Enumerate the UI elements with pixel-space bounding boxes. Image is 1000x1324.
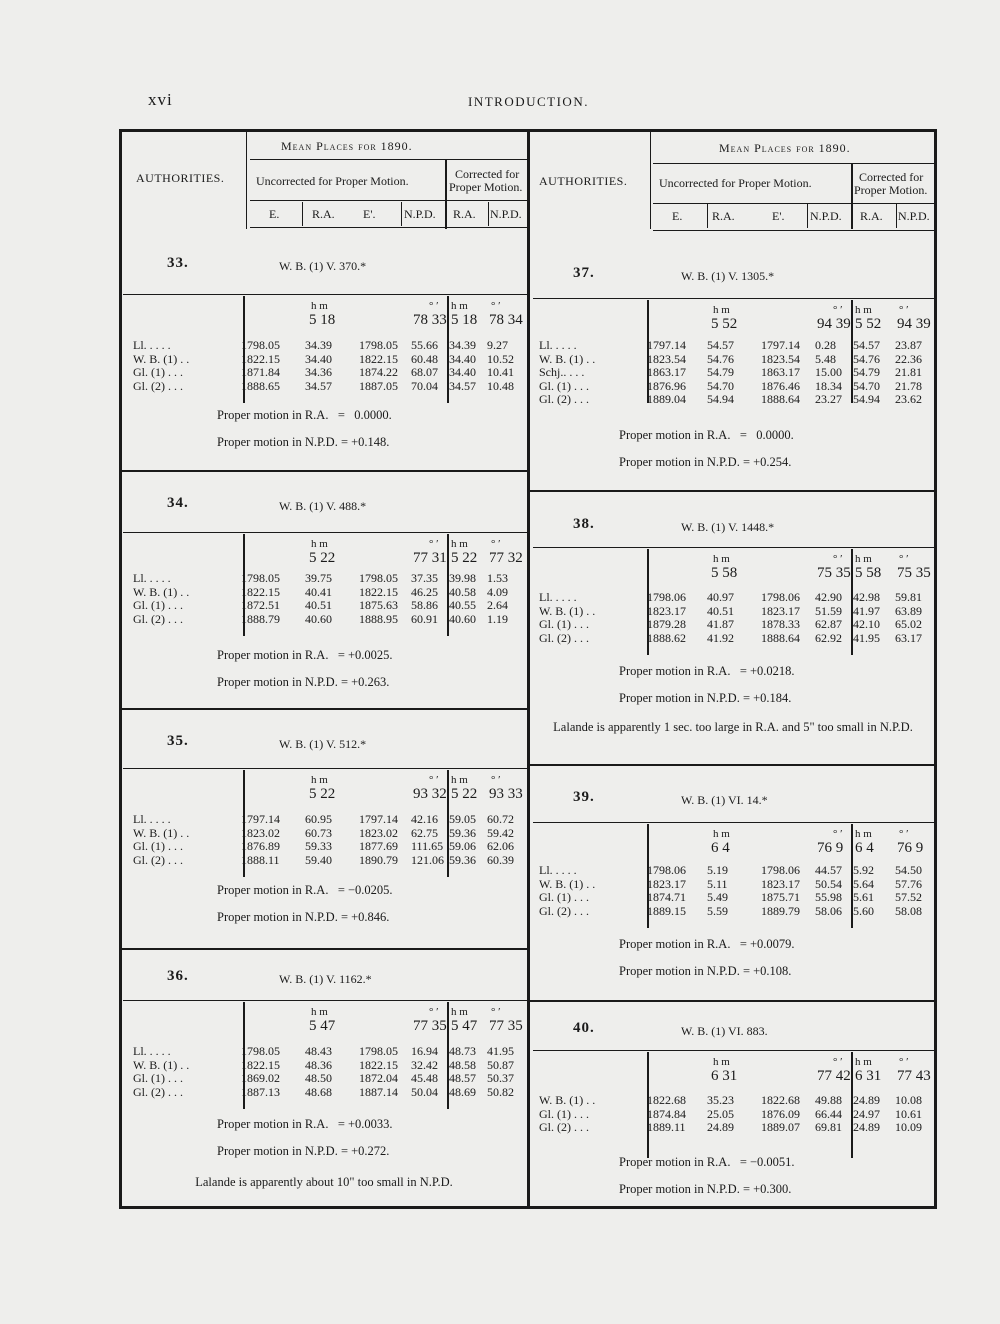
uncorrected-heading: Uncorrected for Proper Motion. xyxy=(256,174,409,188)
hm-unit-label: h m xyxy=(855,828,872,840)
ra-hm: 6 31 xyxy=(711,1068,738,1084)
npd-seconds-column: 37.35 46.25 58.86 60.91 xyxy=(411,571,438,626)
hm-unit-label: h m xyxy=(311,1006,328,1018)
ra-hm: 6 4 xyxy=(711,840,730,856)
npd-seconds-column: 42.16 62.75 111.65 121.06 xyxy=(411,812,444,867)
col-NPD: N.P.D. xyxy=(404,207,436,221)
npd-corrected-column: 59.81 63.89 65.02 63.17 xyxy=(895,590,922,645)
hm-unit-label: h m xyxy=(855,304,872,316)
ra-seconds-column: 54.57 54.76 54.79 54.70 54.94 xyxy=(707,338,734,406)
proper-motion-ra: Proper motion in R.A. = +0.0079. xyxy=(619,937,795,951)
block-rule xyxy=(119,470,529,472)
dm-unit-label: ° ′ xyxy=(429,538,439,550)
star-number: 34. xyxy=(167,495,189,511)
column-divider xyxy=(527,129,530,1209)
authorities-list: Ll. . . . . W. B. (1) . . Gl. (1) . . . Gl. (2) . . . xyxy=(133,1044,190,1099)
col-E: E. xyxy=(269,207,280,221)
hm-unit-label: h m xyxy=(311,538,328,550)
col-RA-corrected: R.A. xyxy=(453,207,476,221)
ra-seconds-column: 40.97 40.51 41.87 41.92 xyxy=(707,590,734,645)
ra-hm: 5 22 xyxy=(309,786,336,802)
npd-dm: 77 31 xyxy=(413,550,447,566)
authorities-list: Ll. . . . . W. B. (1) . . Gl. (1) . . . Gl. (2) . . . xyxy=(133,571,190,626)
dm-unit-label: ° ′ xyxy=(833,1056,843,1068)
npd-seconds-column: 55.66 60.48 68.07 70.04 xyxy=(411,338,438,393)
star-number: 36. xyxy=(167,968,189,984)
proper-motion-ra: Proper motion in R.A. = +0.0033. xyxy=(217,1117,393,1131)
npd-corrected-column: 54.50 57.76 57.52 58.08 xyxy=(895,863,922,918)
proper-motion-npd: Proper motion in N.P.D. = +0.184. xyxy=(619,691,792,705)
star-number: 40. xyxy=(573,1020,595,1036)
ra-corrected-column: 24.89 24.97 24.89 xyxy=(853,1093,880,1134)
dm-unit-label: ° ′ xyxy=(833,828,843,840)
col-E2: E'. xyxy=(772,209,785,223)
dm-unit-label: ° ′ xyxy=(491,300,501,312)
uncorrected-heading: Uncorrected for Proper Motion. xyxy=(659,176,812,190)
npd-dm: 93 32 xyxy=(413,786,447,802)
ra-corrected-hm: 5 47 xyxy=(451,1018,478,1034)
npd-dm: 77 42 xyxy=(817,1068,851,1084)
block-rule xyxy=(529,764,937,766)
page-number: xvi xyxy=(148,90,173,109)
hm-unit-label: h m xyxy=(451,1006,468,1018)
col-E: E. xyxy=(672,209,683,223)
ra-corrected-hm: 5 22 xyxy=(451,550,478,566)
lalande-note: Lalande is apparently about 10" too small in N.P.D. xyxy=(195,1175,453,1189)
star-number: 33. xyxy=(167,255,189,271)
mean-places-heading: Mean Places for 1890. xyxy=(281,139,413,153)
npd-seconds-column: 16.94 32.42 45.48 50.04 xyxy=(411,1044,438,1099)
npd-seconds-column: 44.57 50.54 55.98 58.06 xyxy=(815,863,842,918)
proper-motion-npd: Proper motion in N.P.D. = +0.846. xyxy=(217,910,390,924)
epoch-column: 1798.06 1823.17 1874.71 1889.15 xyxy=(647,863,686,918)
corrected-heading-2: Proper Motion. xyxy=(854,183,928,197)
authorities-heading: AUTHORITIES. xyxy=(136,171,225,185)
hm-unit-label: h m xyxy=(713,553,730,565)
authorities-list: Ll. . . . . W. B. (1) . . Gl. (1) . . . Gl. (2) . . . xyxy=(539,863,596,918)
npd-corrected-dm: 75 35 xyxy=(897,565,931,581)
ra-hm: 5 22 xyxy=(309,550,336,566)
ra-corrected-hm: 5 22 xyxy=(451,786,478,802)
separator-line xyxy=(123,1000,527,1001)
npd-corrected-column: 10.08 10.61 10.09 xyxy=(895,1093,922,1134)
epoch2-column: 1797.14 1823.54 1863.17 1876.46 1888.64 xyxy=(761,338,800,406)
corrected-heading-1: Corrected for xyxy=(455,167,520,181)
hm-unit-label: h m xyxy=(451,300,468,312)
ra-corrected-column: 39.98 40.58 40.55 40.60 xyxy=(449,571,476,626)
proper-motion-npd: Proper motion in N.P.D. = +0.272. xyxy=(217,1144,390,1158)
dm-unit-label: ° ′ xyxy=(833,553,843,565)
col-RA-corrected: R.A. xyxy=(860,209,883,223)
epoch2-column: 1798.06 1823.17 1878.33 1888.64 xyxy=(761,590,800,645)
epoch2-column: 1822.68 1876.09 1889.07 xyxy=(761,1093,800,1134)
epoch-column: 1798.05 1822.15 1872.51 1888.79 xyxy=(241,571,280,626)
dm-unit-label: ° ′ xyxy=(899,828,909,840)
dm-unit-label: ° ′ xyxy=(899,553,909,565)
epoch2-column: 1798.05 1822.15 1875.63 1888.95 xyxy=(359,571,398,626)
proper-motion-npd: Proper motion in N.P.D. = +0.148. xyxy=(217,435,390,449)
dm-unit-label: ° ′ xyxy=(491,1006,501,1018)
npd-dm: 78 33 xyxy=(413,312,447,328)
proper-motion-npd: Proper motion in N.P.D. = +0.263. xyxy=(217,675,390,689)
npd-corrected-column: 41.95 50.87 50.37 50.82 xyxy=(487,1044,514,1099)
authorities-heading: AUTHORITIES. xyxy=(539,174,628,188)
hm-unit-label: h m xyxy=(451,774,468,786)
separator-line xyxy=(533,1050,935,1051)
ra-corrected-hm: 5 18 xyxy=(451,312,478,328)
epoch-column: 1797.14 1823.54 1863.17 1876.96 1889.04 xyxy=(647,338,686,406)
ra-hm: 5 18 xyxy=(309,312,336,328)
npd-seconds-column: 0.28 5.48 15.00 18.34 23.27 xyxy=(815,338,842,406)
col-RA: R.A. xyxy=(312,207,335,221)
ra-hm: 5 52 xyxy=(711,316,738,332)
star-title: W. B. (1) V. 1448.* xyxy=(681,520,775,534)
npd-corrected-column: 1.53 4.09 2.64 1.19 xyxy=(487,571,508,626)
block-rule xyxy=(119,708,529,710)
block-rule xyxy=(529,490,937,492)
hm-unit-label: h m xyxy=(855,553,872,565)
epoch-column: 1798.05 1822.15 1869.02 1887.13 xyxy=(241,1044,280,1099)
proper-motion-ra: Proper motion in R.A. = +0.0218. xyxy=(619,664,795,678)
star-number: 37. xyxy=(573,265,595,281)
dm-unit-label: ° ′ xyxy=(899,1056,909,1068)
npd-corrected-dm: 77 35 xyxy=(489,1018,523,1034)
separator-line xyxy=(533,822,935,823)
dm-unit-label: ° ′ xyxy=(491,538,501,550)
proper-motion-npd: Proper motion in N.P.D. = +0.300. xyxy=(619,1182,792,1196)
proper-motion-ra: Proper motion in R.A. = +0.0025. xyxy=(217,648,393,662)
separator-line xyxy=(123,768,527,769)
block-rule xyxy=(119,948,529,950)
epoch2-column: 1798.05 1822.15 1874.22 1887.05 xyxy=(359,338,398,393)
dm-unit-label: ° ′ xyxy=(899,304,909,316)
ra-corrected-column: 34.39 34.40 34.40 34.57 xyxy=(449,338,476,393)
npd-corrected-dm: 77 32 xyxy=(489,550,523,566)
authorities-list: Ll. . . . . W. B. (1) . . Gl. (1) . . . Gl. (2) . . . xyxy=(539,590,596,645)
ra-seconds-column: 5.19 5.11 5.49 5.59 xyxy=(707,863,728,918)
npd-dm: 77 35 xyxy=(413,1018,447,1034)
col-NPD-corrected: N.P.D. xyxy=(490,207,522,221)
epoch2-column: 1798.05 1822.15 1872.04 1887.14 xyxy=(359,1044,398,1099)
epoch-column: 1797.14 1823.02 1876.89 1888.11 xyxy=(241,812,280,867)
npd-dm: 75 35 xyxy=(817,565,851,581)
col-NPD: N.P.D. xyxy=(810,209,842,223)
npd-seconds-column: 49.88 66.44 69.81 xyxy=(815,1093,842,1134)
npd-corrected-column: 60.72 59.42 62.06 60.39 xyxy=(487,812,514,867)
proper-motion-ra: Proper motion in R.A. = 0.0000. xyxy=(217,408,392,422)
hm-unit-label: h m xyxy=(451,538,468,550)
ra-corrected-column: 59.05 59.36 59.06 59.36 xyxy=(449,812,476,867)
ra-corrected-column: 5.92 5.64 5.61 5.60 xyxy=(853,863,874,918)
npd-corrected-dm: 77 43 xyxy=(897,1068,931,1084)
authorities-list: Ll. . . . . W. B. (1) . . Schj.. . . . Gl. (1) . . . Gl. (2) . . . xyxy=(539,338,596,406)
star-title: W. B. (1) VI. 14.* xyxy=(681,793,768,807)
npd-dm: 76 9 xyxy=(817,840,844,856)
star-title: W. B. (1) VI. 883. xyxy=(681,1024,768,1038)
mean-places-heading: Mean Places for 1890. xyxy=(719,141,851,155)
ra-corrected-hm: 5 52 xyxy=(855,316,882,332)
hm-unit-label: h m xyxy=(713,304,730,316)
star-title: W. B. (1) V. 1305.* xyxy=(681,269,775,283)
corrected-heading-1: Corrected for xyxy=(859,170,924,184)
ra-corrected-column: 42.98 41.97 42.10 41.95 xyxy=(853,590,880,645)
separator-line xyxy=(123,532,527,533)
proper-motion-ra: Proper motion in R.A. = −0.0205. xyxy=(217,883,393,897)
star-title: W. B. (1) V. 1162.* xyxy=(279,972,372,986)
running-head: INTRODUCTION. xyxy=(468,94,589,109)
header-right xyxy=(529,129,937,229)
ra-corrected-column: 48.73 48.58 48.57 48.69 xyxy=(449,1044,476,1099)
ra-seconds-column: 34.39 34.40 34.36 34.57 xyxy=(305,338,332,393)
authorities-list: W. B. (1) . . Gl. (1) . . . Gl. (2) . . . xyxy=(539,1093,596,1134)
ra-corrected-hm: 6 31 xyxy=(855,1068,882,1084)
col-E2: E'. xyxy=(363,207,376,221)
dm-unit-label: ° ′ xyxy=(429,300,439,312)
star-number: 35. xyxy=(167,733,189,749)
epoch2-column: 1798.06 1823.17 1875.71 1889.79 xyxy=(761,863,800,918)
hm-unit-label: h m xyxy=(713,1056,730,1068)
star-number: 39. xyxy=(573,789,595,805)
dm-unit-label: ° ′ xyxy=(429,774,439,786)
star-title: W. B. (1) V. 488.* xyxy=(279,499,367,513)
npd-corrected-column: 23.87 22.36 21.81 21.78 23.62 xyxy=(895,338,922,406)
separator-line xyxy=(533,298,935,299)
hm-unit-label: h m xyxy=(713,828,730,840)
ra-corrected-column: 54.57 54.76 54.79 54.70 54.94 xyxy=(853,338,880,406)
npd-corrected-dm: 93 33 xyxy=(489,786,523,802)
dm-unit-label: ° ′ xyxy=(491,774,501,786)
star-title: W. B. (1) V. 370.* xyxy=(279,259,367,273)
authorities-list: Ll. . . . . W. B. (1) . . Gl. (1) . . . Gl. (2) . . . xyxy=(133,338,190,393)
npd-corrected-dm: 76 9 xyxy=(897,840,924,856)
col-RA: R.A. xyxy=(712,209,735,223)
epoch-column: 1798.06 1823.17 1879.28 1888.62 xyxy=(647,590,686,645)
block-rule xyxy=(529,1000,937,1002)
proper-motion-npd: Proper motion in N.P.D. = +0.108. xyxy=(619,964,792,978)
npd-dm: 94 39 xyxy=(817,316,851,332)
ra-seconds-column: 60.95 60.73 59.33 59.40 xyxy=(305,812,332,867)
dm-unit-label: ° ′ xyxy=(833,304,843,316)
authorities-list: Ll. . . . . W. B. (1) . . Gl. (1) . . . Gl. (2) . . . xyxy=(133,812,190,867)
npd-seconds-column: 42.90 51.59 62.87 62.92 xyxy=(815,590,842,645)
epoch-column: 1798.05 1822.15 1871.84 1888.65 xyxy=(241,338,280,393)
separator-line xyxy=(533,547,935,548)
ra-corrected-hm: 5 58 xyxy=(855,565,882,581)
hm-unit-label: h m xyxy=(311,774,328,786)
ra-hm: 5 58 xyxy=(711,565,738,581)
separator-line xyxy=(123,294,527,295)
lalande-note: Lalande is apparently 1 sec. too large in R.A. and 5" too small in N.P.D. xyxy=(553,720,913,734)
ra-seconds-column: 35.23 25.05 24.89 xyxy=(707,1093,734,1134)
npd-corrected-dm: 78 34 xyxy=(489,312,523,328)
header-left xyxy=(119,129,529,229)
npd-corrected-dm: 94 39 xyxy=(897,316,931,332)
corrected-heading-2: Proper Motion. xyxy=(449,180,523,194)
npd-corrected-column: 9.27 10.52 10.41 10.48 xyxy=(487,338,514,393)
ra-seconds-column: 48.43 48.36 48.50 48.68 xyxy=(305,1044,332,1099)
proper-motion-ra: Proper motion in R.A. = −0.0051. xyxy=(619,1155,795,1169)
col-NPD-corrected: N.P.D. xyxy=(898,209,930,223)
dm-unit-label: ° ′ xyxy=(429,1006,439,1018)
star-title: W. B. (1) V. 512.* xyxy=(279,737,367,751)
epoch-column: 1822.68 1874.84 1889.11 xyxy=(647,1093,686,1134)
ra-hm: 5 47 xyxy=(309,1018,336,1034)
star-number: 38. xyxy=(573,516,595,532)
ra-corrected-hm: 6 4 xyxy=(855,840,874,856)
epoch2-column: 1797.14 1823.02 1877.69 1890.79 xyxy=(359,812,398,867)
proper-motion-ra: Proper motion in R.A. = 0.0000. xyxy=(619,428,794,442)
proper-motion-npd: Proper motion in N.P.D. = +0.254. xyxy=(619,455,792,469)
hm-unit-label: h m xyxy=(855,1056,872,1068)
hm-unit-label: h m xyxy=(311,300,328,312)
ra-seconds-column: 39.75 40.41 40.51 40.60 xyxy=(305,571,332,626)
